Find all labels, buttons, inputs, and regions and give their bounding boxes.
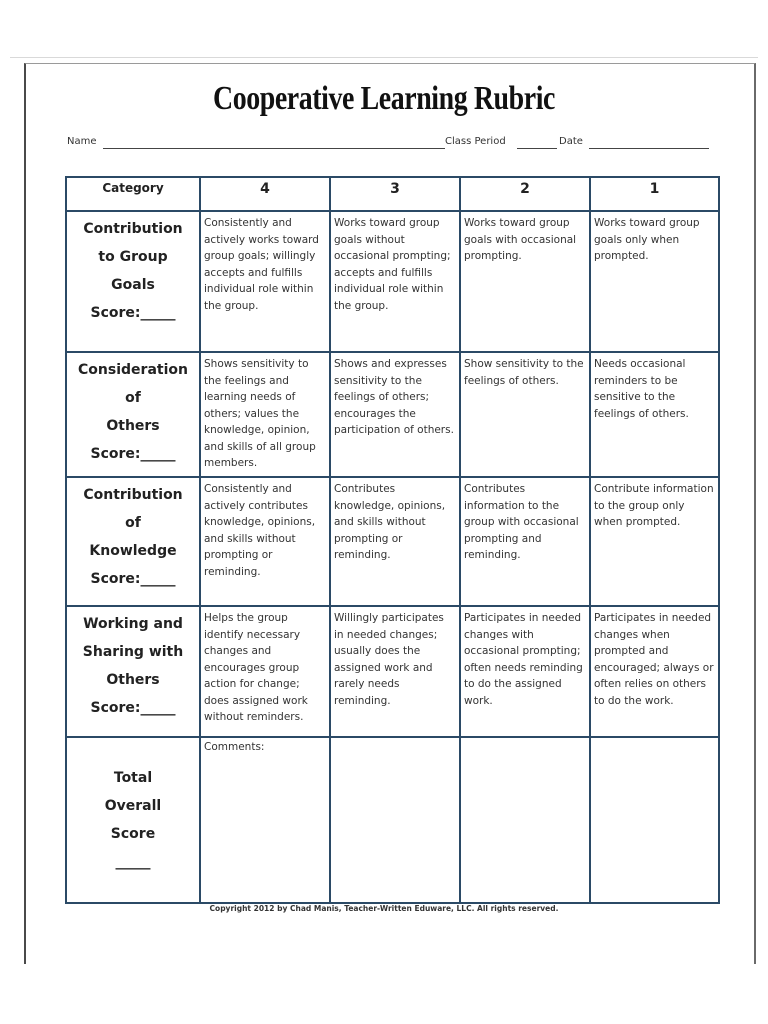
comments-area[interactable]: [590, 737, 719, 903]
header-level-4: 4: [200, 177, 330, 211]
descriptor-cell: Shows and expresses sensitivity to the feelings of others; encourages the participation of others.: [330, 352, 460, 477]
header-fields: [67, 136, 712, 152]
descriptor-cell: Willingly participates in needed changes; usually does the assigned work and rarely needs reminding.: [330, 606, 460, 737]
category-line: Goals: [111, 277, 155, 293]
header-level-3: 3: [330, 177, 460, 211]
table-row: [66, 606, 719, 737]
descriptor-cell: Consistently and actively contributes knowledge, opinions, and skills without prompting or reminding.: [200, 477, 330, 606]
category-cell: [66, 211, 200, 352]
category-cell: [66, 352, 200, 477]
name-line[interactable]: [103, 148, 445, 149]
descriptor-cell: Works toward group goals only when prompted.: [590, 211, 719, 352]
category-line: of: [125, 515, 141, 531]
score-blank[interactable]: Score:_____: [90, 446, 176, 462]
category-line: Sharing with: [82, 644, 184, 660]
descriptor-cell: Contribute information to the group only when prompted.: [590, 477, 719, 606]
descriptor-cell: Helps the group identify necessary changes and encourages group action for change; does assigned work without reminders.: [200, 606, 330, 737]
comments-cell[interactable]: [200, 737, 330, 903]
descriptor-cell: Participates in needed changes with occasional prompting; often needs reminding to do the assigned work.: [460, 606, 590, 737]
score-blank[interactable]: Score:_____: [90, 571, 176, 587]
category-line: to Group: [98, 249, 168, 265]
date-line[interactable]: [589, 148, 709, 149]
comments-label: Comments:: [204, 741, 265, 753]
descriptor-cell: Contributes knowledge, opinions, and skills without prompting or reminding.: [330, 477, 460, 606]
descriptor-cell: Works toward group goals with occasional prompting.: [460, 211, 590, 352]
total-score-blank[interactable]: _____: [115, 854, 151, 870]
name-label: Name: [67, 136, 97, 147]
total-score-cell: [66, 737, 200, 903]
category-line: Consideration: [78, 362, 188, 378]
class-period-label: Class Period: [445, 136, 506, 147]
header-category: Category: [66, 177, 200, 211]
descriptor-cell: Show sensitivity to the feelings of others.: [460, 352, 590, 477]
category-line: Knowledge: [89, 543, 177, 559]
category-line: Others: [106, 672, 160, 688]
table-row: [66, 477, 719, 606]
category-line: Contribution: [83, 487, 183, 503]
class-period-line[interactable]: [517, 148, 557, 149]
total-line: Score: [110, 826, 156, 842]
date-label: Date: [559, 136, 583, 147]
category-line: Contribution: [83, 221, 183, 237]
category-cell: [66, 477, 200, 606]
total-line: Overall: [104, 798, 162, 814]
category-line: of: [125, 390, 141, 406]
comments-area[interactable]: [330, 737, 460, 903]
table-row: [66, 211, 719, 352]
score-blank[interactable]: Score:_____: [90, 305, 176, 321]
descriptor-cell: Works toward group goals without occasional prompting; accepts and fulfills individual role within the group.: [330, 211, 460, 352]
rubric-table: [65, 176, 720, 904]
table-row: [66, 352, 719, 477]
descriptor-cell: Shows sensitivity to the feelings and learning needs of others; values the knowledge, opinion, and skills of all group members.: [200, 352, 330, 477]
page-top-rule: [10, 57, 758, 58]
header-row: [66, 177, 719, 211]
descriptor-cell: Consistently and actively works toward group goals; willingly accepts and fulfills individual role within the group.: [200, 211, 330, 352]
category-line: Working and: [83, 616, 183, 632]
descriptor-cell: Needs occasional reminders to be sensitive to the feelings of others.: [590, 352, 719, 477]
copyright-notice: Copyright 2012 by Chad Manis, Teacher-Written Eduware, LLC. All rights reserved.: [209, 904, 559, 913]
header-level-2: 2: [460, 177, 590, 211]
comments-area[interactable]: [460, 737, 590, 903]
descriptor-cell: Participates in needed changes when prompted and encouraged; always or often relies on others to do the work.: [590, 606, 719, 737]
page-title: Cooperative Learning Rubric: [212, 80, 556, 117]
header-level-1: 1: [590, 177, 719, 211]
score-blank[interactable]: Score:_____: [90, 700, 176, 716]
total-line: Total: [113, 770, 153, 786]
category-cell: [66, 606, 200, 737]
descriptor-cell: Contributes information to the group with occasional prompting and reminding.: [460, 477, 590, 606]
total-row: [66, 737, 719, 903]
category-line: Others: [106, 418, 160, 434]
